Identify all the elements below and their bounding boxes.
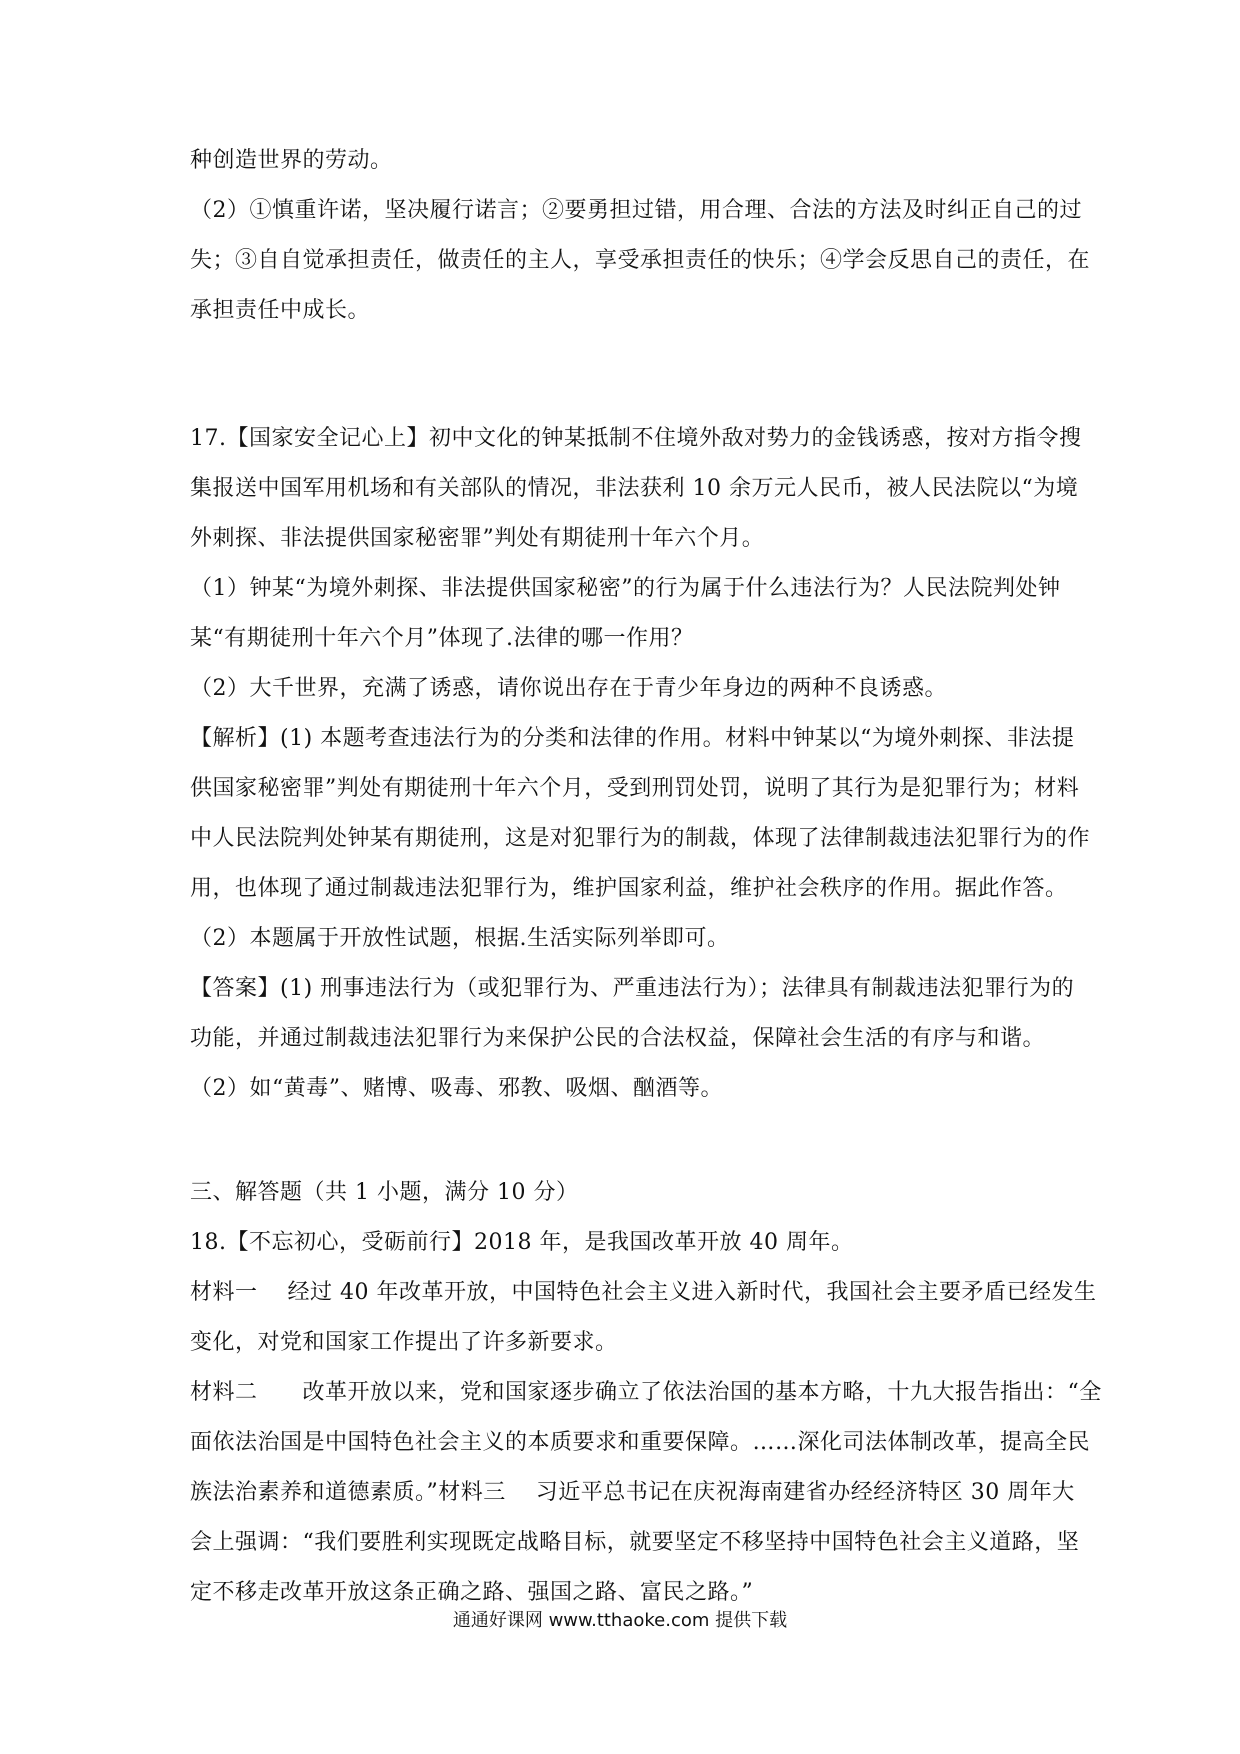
question-17-line: 某“有期徒刑十年六个月”体现了.法律的哪一作用？ (190, 626, 694, 651)
text-line: （2）①慎重许诺，坚决履行诺言；②要勇担过错，用合理、合法的方法及时纠正自己的过 (190, 198, 1083, 223)
material-line: 材料二 改革开放以来，党和国家逐步确立了依法治国的基本方略，十九大报告指出：“全 (190, 1380, 1102, 1405)
analysis-line: 用，也体现了通过制裁违法犯罪行为，维护国家利益，维护社会秩序的作用。据此作答。 (190, 876, 1068, 901)
analysis-line: 中人民法院判处钟某有期徒刑，这是对犯罪行为的制裁，体现了法律制裁违法犯罪行为的作 (190, 826, 1091, 851)
question-18-line: 18.【不忘初心，受砺前行】2018 年，是我国改革开放 40 周年。 (190, 1230, 854, 1255)
question-17-line: （2）大千世界，充满了诱惑，请你说出存在于青少年身边的两种不良诱惑。 (190, 676, 947, 701)
material-line: 变化，对党和国家工作提出了许多新要求。 (190, 1330, 618, 1355)
section-heading: 三、解答题（共 1 小题，满分 10 分） (190, 1180, 579, 1205)
answer-line: 【答案】(1) 刑事违法行为（或犯罪行为、严重违法行为）；法律具有制裁违法犯罪行为的 (190, 976, 1075, 1001)
question-17-line: （1）钟某“为境外刺探、非法提供国家秘密”的行为属于什么违法行为？人民法院判处钟 (190, 576, 1061, 601)
question-17-line: 17.【国家安全记心上】初中文化的钟某抵制不住境外敌对势力的金钱诱惑，按对方指令搜 (190, 426, 1082, 451)
material-line: 定不移走改革开放这条正确之路、强国之路、富民之路。” (190, 1580, 754, 1605)
material-line: 族法治素养和道德素质。”材料三 习近平总书记在庆祝海南建省办经经济特区 30 周年大 (190, 1480, 1075, 1505)
page-footer: 通通好课网 www.tthaoke.com 提供下载 (452, 1610, 788, 1631)
material-line: 会上强调：“我们要胜利实现既定战略目标，就要坚定不移坚持中国特色社会主义道路，坚 (190, 1530, 1080, 1555)
text-line: 承担责任中成长。 (190, 298, 371, 323)
analysis-line: 【解析】(1) 本题考查违法行为的分类和法律的作用。材料中钟某以“为境外刺探、非法提 (190, 726, 1075, 751)
analysis-line: （2）本题属于开放性试题，根据.生活实际列举即可。 (190, 926, 730, 951)
answer-line: （2）如“黄毒”、赌博、吸毒、邪教、吸烟、酗酒等。 (190, 1076, 723, 1101)
text-line: 种创造世界的劳动。 (190, 148, 393, 173)
material-line: 面依法治国是中国特色社会主义的本质要求和重要保障。……深化司法体制改革，提高全民 (190, 1430, 1091, 1455)
question-17-line: 外刺探、非法提供国家秘密罪”判处有期徒刑十年六个月。 (190, 526, 765, 551)
answer-line: 功能，并通过制裁违法犯罪行为来保护公民的合法权益，保障社会生活的有序与和谐。 (190, 1026, 1046, 1051)
analysis-line: 供国家秘密罪”判处有期徒刑十年六个月，受到刑罚处罚，说明了其行为是犯罪行为；材料 (190, 776, 1080, 801)
material-line: 材料一 经过 40 年改革开放，中国特色社会主义进入新时代，我国社会主要矛盾已经发生 (190, 1280, 1097, 1305)
question-17-line: 集报送中国军用机场和有关部队的情况，非法获利 10 余万元人民币，被人民法院以“为境 (190, 476, 1079, 501)
text-line: 失；③自自觉承担责任，做责任的主人，享受承担责任的快乐；④学会反思自己的责任，在 (190, 248, 1091, 273)
